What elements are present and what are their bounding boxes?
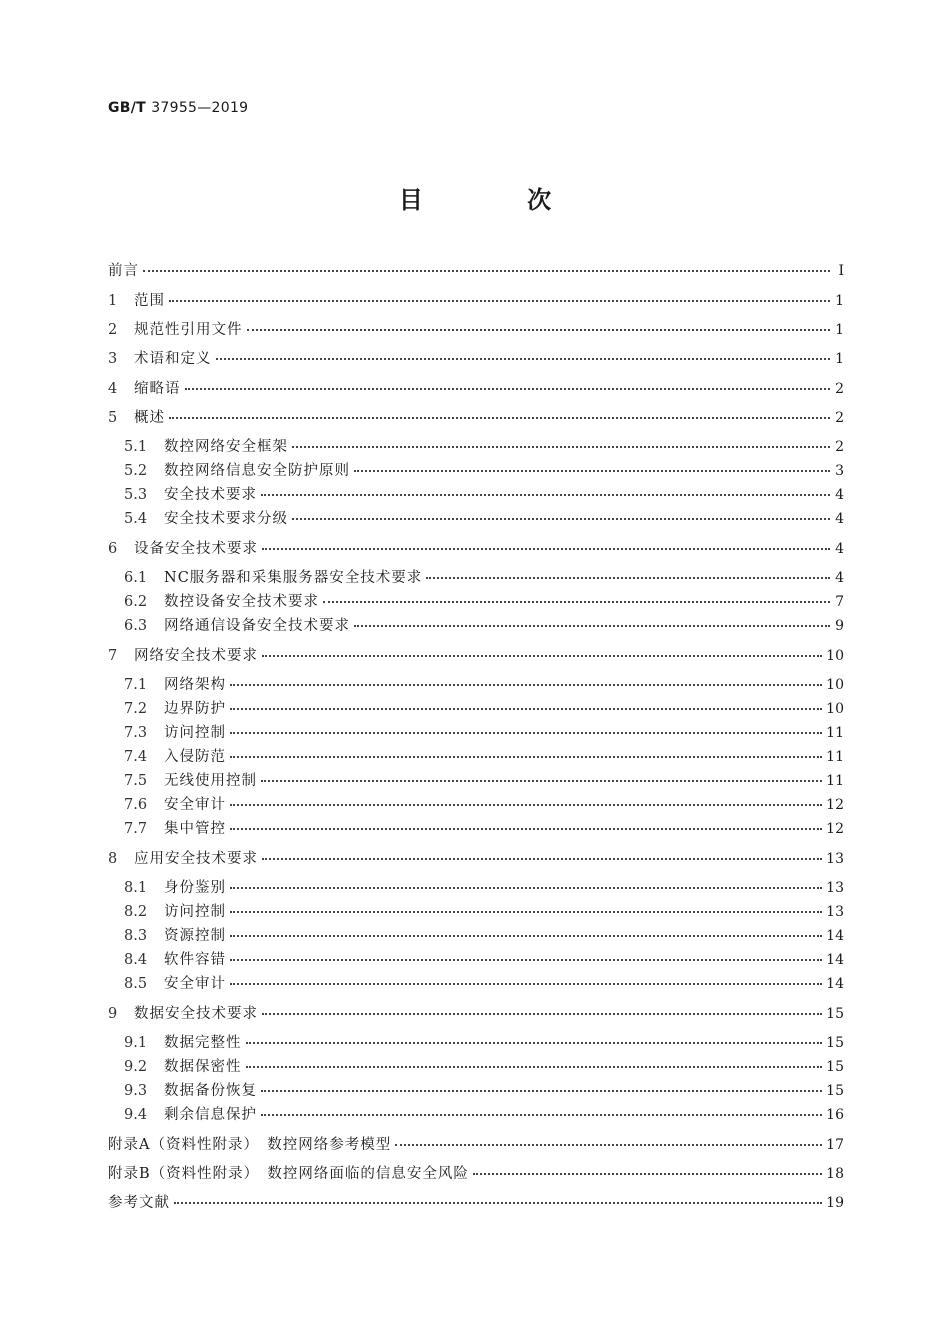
toc-entry-number: 8.5 — [124, 976, 148, 992]
toc-entry-page: 11 — [826, 749, 844, 765]
toc-entry[interactable] — [108, 260, 844, 282]
toc-entry-number: 6 — [108, 541, 118, 557]
toc-leader-dots — [230, 804, 822, 806]
toc-entry-label: 数控网络安全框架 — [164, 439, 288, 455]
toc-entry-page: 18 — [826, 1166, 844, 1182]
toc-entry-number: 8.3 — [124, 928, 148, 944]
toc-entry-number: 1 — [108, 293, 118, 309]
toc-entry-page: 4 — [835, 511, 844, 527]
toc-entry-page: 2 — [835, 439, 844, 455]
toc-entry-label: 软件容错 — [164, 952, 226, 968]
toc-leader-dots — [261, 1114, 822, 1116]
toc-leader-dots — [246, 1042, 823, 1044]
toc-leader-dots — [354, 470, 830, 472]
toc-entry-page: 15 — [826, 1035, 844, 1051]
toc-entry-label: 安全审计 — [164, 797, 226, 813]
toc-entry-label: 资源控制 — [164, 928, 226, 944]
toc-entry-page: 15 — [826, 1006, 844, 1022]
toc-entry[interactable] — [124, 484, 844, 506]
toc-leader-dots — [143, 270, 830, 272]
toc-entry-page: 1 — [835, 322, 844, 338]
toc-entry[interactable] — [124, 877, 844, 899]
toc-entry-label: 无线使用控制 — [164, 773, 257, 789]
toc-leader-dots — [262, 548, 830, 550]
toc-entry[interactable] — [124, 674, 844, 696]
toc-entry-label: 安全审计 — [164, 976, 226, 992]
toc-entry-label: 设备安全技术要求 — [134, 541, 258, 557]
toc-entry-number: 7.3 — [124, 725, 148, 741]
toc-entry-label: 访问控制 — [164, 904, 226, 920]
toc-entry[interactable] — [108, 1134, 844, 1156]
toc-entry[interactable] — [124, 698, 844, 720]
toc-entry-number: 6.3 — [124, 618, 148, 634]
toc-entry[interactable] — [108, 319, 844, 341]
toc-entry-number: 7.6 — [124, 797, 148, 813]
toc-leader-dots — [261, 494, 830, 496]
toc-leader-dots — [230, 983, 822, 985]
toc-entry-page: 13 — [826, 904, 844, 920]
toc-entry-page: 14 — [826, 952, 844, 968]
toc-entry-label: 网络安全技术要求 — [134, 648, 258, 664]
toc-entry[interactable] — [124, 460, 844, 482]
toc-leader-dots — [426, 577, 830, 579]
toc-leader-dots — [185, 388, 831, 390]
toc-leader-dots — [354, 625, 830, 627]
toc-entry[interactable] — [108, 348, 844, 370]
toc-leader-dots — [473, 1173, 822, 1175]
toc-entry-page: 12 — [826, 797, 844, 813]
toc-entry-label: 边界防护 — [164, 701, 226, 717]
toc-entry-label: 应用安全技术要求 — [134, 851, 258, 867]
toc-entry-page: 13 — [826, 880, 844, 896]
toc-entry[interactable] — [124, 1056, 844, 1078]
toc-entry-page: Ⅰ — [838, 263, 844, 279]
toc-entry[interactable] — [108, 1163, 844, 1185]
toc-entry[interactable] — [124, 436, 844, 458]
toc-entry-page: 14 — [826, 976, 844, 992]
toc-entry-page: 11 — [826, 773, 844, 789]
toc-entry[interactable] — [124, 770, 844, 792]
page-title: 目 次 — [398, 186, 600, 214]
toc-entry-number: 9.4 — [124, 1107, 148, 1123]
toc-entry[interactable] — [124, 567, 844, 589]
toc-entry-page: 1 — [835, 351, 844, 367]
toc-entry[interactable] — [124, 818, 844, 840]
toc-entry-number: 7.4 — [124, 749, 148, 765]
toc-entry[interactable] — [124, 591, 844, 613]
toc-leader-dots — [174, 1202, 822, 1204]
standard-code — [108, 100, 248, 116]
toc-leader-dots — [216, 358, 831, 360]
toc-leader-dots — [230, 708, 822, 710]
toc-leader-dots — [292, 518, 830, 520]
toc-entry-page: 4 — [835, 541, 844, 557]
toc-entry-number: 8.1 — [124, 880, 148, 896]
toc-entry-page: 15 — [826, 1059, 844, 1075]
toc-entry-number: 7.2 — [124, 701, 148, 717]
toc-entry-label: 安全技术要求 — [164, 487, 257, 503]
standard-prefix: GB/T — [108, 100, 147, 116]
toc-leader-dots — [230, 828, 822, 830]
toc-entry-page: 7 — [835, 594, 844, 610]
toc-entry-page: 10 — [826, 701, 844, 717]
toc-entry-label: 数控设备安全技术要求 — [164, 594, 319, 610]
toc-entry-page: 9 — [835, 618, 844, 634]
toc-entry[interactable] — [124, 925, 844, 947]
toc-leader-dots — [230, 935, 822, 937]
toc-entry-label: 剩余信息保护 — [164, 1107, 257, 1123]
toc-entry-label: 范围 — [134, 293, 165, 309]
toc-leader-dots — [169, 417, 830, 419]
toc-entry-label: 访问控制 — [164, 725, 226, 741]
toc-entry[interactable] — [108, 290, 844, 312]
toc-leader-dots — [261, 780, 822, 782]
toc-leader-dots — [261, 1090, 822, 1092]
toc-entry[interactable] — [108, 378, 844, 400]
toc-entry[interactable] — [124, 901, 844, 923]
toc-entry-label: 附录A（资料性附录） 数控网络参考模型 — [108, 1137, 392, 1153]
toc-leader-dots — [262, 1013, 822, 1015]
toc-entry[interactable] — [108, 407, 844, 429]
toc-entry-page: 3 — [835, 463, 844, 479]
toc-entry-page: 13 — [826, 851, 844, 867]
toc-entry[interactable] — [124, 794, 844, 816]
toc-entry-page: 11 — [826, 725, 844, 741]
toc-entry[interactable] — [124, 746, 844, 768]
toc-entry[interactable] — [108, 1192, 844, 1214]
toc-entry-label: 网络通信设备安全技术要求 — [164, 618, 350, 634]
toc-entry-label: 身份鉴别 — [164, 880, 226, 896]
toc-entry-page: 2 — [835, 381, 844, 397]
toc-entry-page: 4 — [835, 570, 844, 586]
toc-entry-number: 7.1 — [124, 677, 148, 693]
toc-entry-page: 4 — [835, 487, 844, 503]
toc-entry[interactable] — [108, 1003, 844, 1025]
toc-entry-number: 5.3 — [124, 487, 148, 503]
toc-entry-number: 8.4 — [124, 952, 148, 968]
toc-entry-page: 15 — [826, 1083, 844, 1099]
toc-entry-number: 8 — [108, 851, 118, 867]
toc-entry-label: 安全技术要求分级 — [164, 511, 288, 527]
toc-leader-dots — [262, 655, 822, 657]
toc-entry[interactable] — [124, 1080, 844, 1102]
toc-entry-page: 2 — [835, 410, 844, 426]
toc-entry-number: 7 — [108, 648, 118, 664]
toc-entry-number: 7.5 — [124, 773, 148, 789]
toc-entry[interactable] — [124, 722, 844, 744]
toc-entry-label: 数据完整性 — [164, 1035, 242, 1051]
toc-leader-dots — [230, 756, 822, 758]
toc-entry[interactable] — [124, 973, 844, 995]
toc-entry-label: NC服务器和采集服务器安全技术要求 — [164, 570, 423, 586]
toc-leader-dots — [230, 887, 822, 889]
toc-entry-number: 9.3 — [124, 1083, 148, 1099]
toc-entry-page: 1 — [835, 293, 844, 309]
toc-entry-label: 数据保密性 — [164, 1059, 242, 1075]
toc-leader-dots — [230, 732, 822, 734]
toc-entry-page: 19 — [826, 1195, 844, 1211]
toc-entry-number: 4 — [108, 381, 118, 397]
toc-entry-page: 17 — [826, 1137, 844, 1153]
toc-entry-number: 8.2 — [124, 904, 148, 920]
toc-entry-label: 参考文献 — [108, 1195, 170, 1211]
toc-entry-number: 5.2 — [124, 463, 148, 479]
toc-entry-number: 9.1 — [124, 1035, 148, 1051]
toc-entry[interactable] — [108, 538, 844, 560]
toc-leader-dots — [292, 446, 830, 448]
toc-entry-label: 集中管控 — [164, 821, 226, 837]
toc-entry-label: 术语和定义 — [134, 351, 212, 367]
toc-leader-dots — [169, 300, 830, 302]
toc-entry[interactable] — [108, 848, 844, 870]
toc-entry-number: 3 — [108, 351, 118, 367]
toc-entry-label: 入侵防范 — [164, 749, 226, 765]
toc-leader-dots — [323, 601, 830, 603]
toc-entry[interactable] — [124, 949, 844, 971]
toc-leader-dots — [395, 1144, 822, 1146]
toc-entry[interactable] — [124, 615, 844, 637]
toc-entry-label: 数控网络信息安全防护原则 — [164, 463, 350, 479]
toc-entry-label: 附录B（资料性附录） 数控网络面临的信息安全风险 — [108, 1166, 469, 1182]
toc-leader-dots — [262, 858, 822, 860]
toc-entry-label: 网络架构 — [164, 677, 226, 693]
toc-entry-label: 规范性引用文件 — [134, 322, 243, 338]
toc-entry[interactable] — [124, 1104, 844, 1126]
toc-entry-number: 5 — [108, 410, 118, 426]
toc-entry-number: 7.7 — [124, 821, 148, 837]
toc-entry-label: 前言 — [108, 263, 139, 279]
toc-entry-page: 10 — [826, 648, 844, 664]
toc-leader-dots — [247, 329, 831, 331]
toc-entry-number: 6.2 — [124, 594, 148, 610]
toc-entry-number: 9 — [108, 1006, 118, 1022]
toc-entry-number: 5.4 — [124, 511, 148, 527]
toc-entry-page: 16 — [826, 1107, 844, 1123]
toc-entry-label: 数据安全技术要求 — [134, 1006, 258, 1022]
standard-number: 37955—2019 — [151, 100, 249, 116]
toc-entry-label: 概述 — [134, 410, 165, 426]
toc-entry-page: 10 — [826, 677, 844, 693]
toc-entry-number: 5.1 — [124, 439, 148, 455]
toc-entry-label: 数据备份恢复 — [164, 1083, 257, 1099]
toc-leader-dots — [230, 911, 822, 913]
toc-entry-page: 14 — [826, 928, 844, 944]
toc-entry[interactable] — [124, 1032, 844, 1054]
toc-entry[interactable] — [124, 508, 844, 530]
toc-entry-number: 6.1 — [124, 570, 148, 586]
toc-leader-dots — [230, 959, 822, 961]
toc-entry-page: 12 — [826, 821, 844, 837]
toc-entry[interactable] — [108, 645, 844, 667]
toc-entry-number: 2 — [108, 322, 118, 338]
toc-leader-dots — [230, 684, 822, 686]
toc-entry-number: 9.2 — [124, 1059, 148, 1075]
toc-leader-dots — [246, 1066, 823, 1068]
toc-entry-label: 缩略语 — [134, 381, 181, 397]
